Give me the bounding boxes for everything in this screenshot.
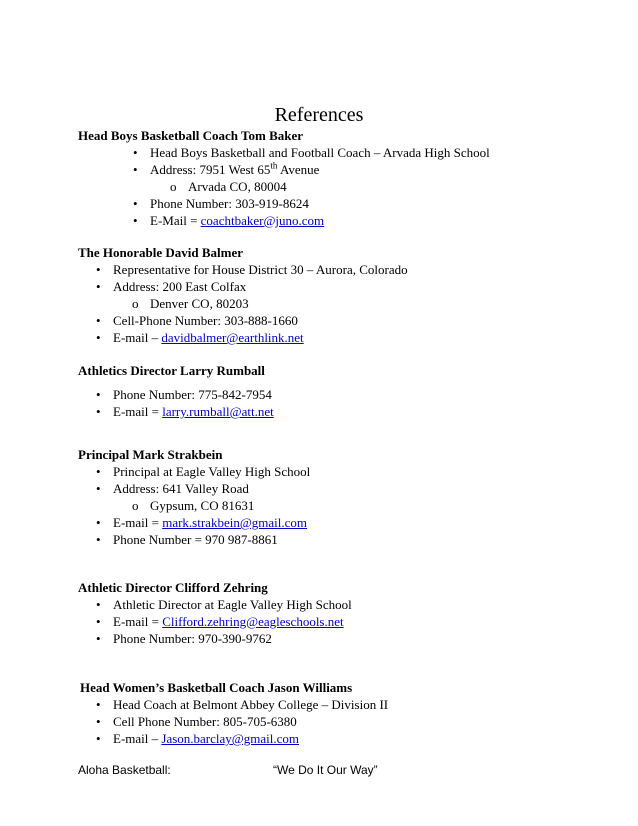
ref6-email-label: E-mail – — [113, 731, 162, 746]
ref1-email-line — [150, 213, 324, 229]
circle-o-icon: o — [170, 179, 177, 194]
ref2-city: Denver CO, 80203 — [150, 296, 249, 311]
footer-left: Aloha Basketball: — [78, 763, 171, 777]
ref4-email-line — [113, 515, 307, 531]
bullet-icon: • — [96, 697, 101, 712]
ref1-heading: Head Boys Basketball Coach Tom Baker — [78, 128, 304, 143]
bullet-icon: • — [96, 279, 101, 294]
bullet-icon: • — [96, 515, 101, 530]
bullet-icon: • — [133, 145, 138, 160]
bullet-icon: • — [96, 464, 101, 479]
bullet-icon: • — [133, 213, 138, 228]
ref5-email-link[interactable]: Clifford.zehring@eagleschools.net — [162, 614, 344, 629]
ref1-address-suffix: Avenue — [277, 162, 320, 177]
footer-right: “We Do It Our Way” — [273, 763, 378, 777]
page-title: References — [274, 104, 364, 126]
ref4-email-link[interactable]: mark.strakbein@gmail.com — [162, 515, 308, 530]
ref4-role: Principal at Eagle Valley High School — [113, 464, 311, 479]
bullet-icon: • — [133, 196, 138, 211]
ref5-role: Athletic Director at Eagle Valley High School — [113, 597, 352, 612]
ref6-heading: Head Women’s Basketball Coach Jason Williams — [80, 680, 353, 695]
bullet-icon: • — [96, 262, 101, 277]
ref2-email-link[interactable]: davidbalmer@earthlink.net — [161, 330, 304, 345]
bullet-icon: • — [96, 330, 101, 345]
ref2-phone: Cell-Phone Number: 303-888-1660 — [113, 313, 298, 328]
ref1-role: Head Boys Basketball and Football Coach – Arvada High School — [150, 145, 490, 160]
ref3-email-label: E-mail = — [113, 404, 163, 419]
ref5-phone: Phone Number: 970-390-9762 — [113, 631, 272, 646]
ref2-email-label: E-mail – — [113, 330, 162, 345]
bullet-icon: • — [96, 614, 101, 629]
ref3-email-link[interactable]: larry.rumball@att.net — [162, 404, 274, 419]
ref4-city: Gypsum, CO 81631 — [150, 498, 255, 513]
ref1-email-label: E-Mail = — [150, 213, 201, 228]
ref1-address-prefix: Address: 7951 West 65 — [150, 162, 271, 177]
ref5-email-line — [113, 614, 344, 630]
ref3-phone: Phone Number: 775-842-7954 — [113, 387, 272, 402]
ref5-heading: Athletic Director Clifford Zehring — [78, 580, 268, 595]
ref1-address-sup: th — [270, 160, 278, 171]
ref6-role: Head Coach at Belmont Abbey College – Division II — [113, 697, 389, 712]
ref1-city: Arvada CO, 80004 — [188, 179, 287, 194]
ref3-email-line — [113, 404, 274, 420]
bullet-icon: • — [96, 481, 101, 496]
ref2-address: Address: 200 East Colfax — [113, 279, 247, 294]
ref4-phone: Phone Number = 970 987-8861 — [113, 532, 278, 547]
bullet-icon: • — [133, 162, 138, 177]
bullet-icon: • — [96, 532, 101, 547]
bullet-icon: • — [96, 631, 101, 646]
ref6-email-link[interactable]: Jason.barclay@gmail.com — [161, 731, 299, 746]
bullet-icon: • — [96, 597, 101, 612]
ref1-email-link[interactable]: coachtbaker@juno.com — [200, 213, 325, 228]
bullet-icon: • — [96, 404, 101, 419]
ref4-heading: Principal Mark Strakbein — [78, 447, 223, 462]
bullet-icon: • — [96, 387, 101, 402]
ref2-email-line — [113, 330, 304, 346]
ref6-email-line — [113, 731, 299, 747]
bullet-icon: • — [96, 714, 101, 729]
ref3-heading: Athletics Director Larry Rumball — [78, 363, 265, 378]
ref6-phone: Cell Phone Number: 805-705-6380 — [113, 714, 297, 729]
bullet-icon: • — [96, 731, 101, 746]
ref1-address — [150, 162, 319, 178]
bullet-icon: • — [96, 313, 101, 328]
ref2-heading: The Honorable David Balmer — [78, 245, 244, 260]
ref1-phone: Phone Number: 303-919-8624 — [150, 196, 309, 211]
ref4-address: Address: 641 Valley Road — [113, 481, 249, 496]
ref4-email-label: E-mail = — [113, 515, 163, 530]
ref5-email-label: E-mail = — [113, 614, 163, 629]
ref2-role: Representative for House District 30 – Aurora, Colorado — [113, 262, 408, 277]
circle-o-icon: o — [132, 296, 139, 311]
circle-o-icon: o — [132, 498, 139, 513]
